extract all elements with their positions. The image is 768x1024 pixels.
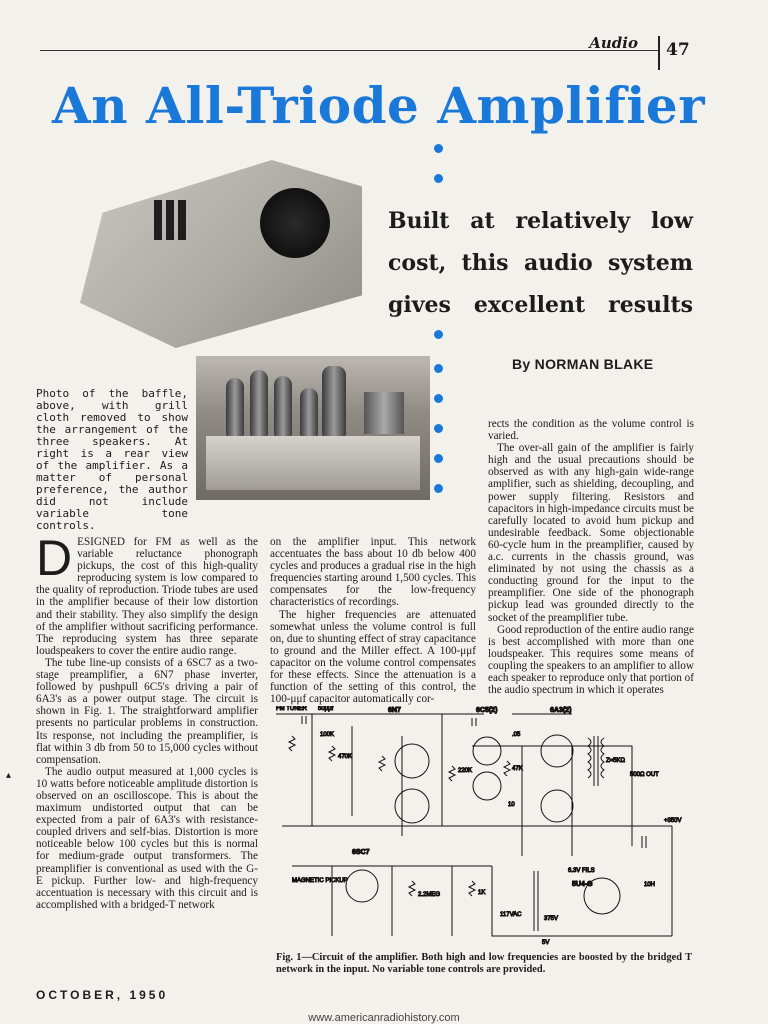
article-column-3	[488, 418, 694, 696]
article-column-1	[36, 530, 258, 911]
bullet-dot	[434, 330, 443, 339]
tube	[226, 378, 244, 436]
deck-line: gives excellent results	[388, 292, 693, 318]
schem-label-6sc7: 6SC7	[352, 849, 370, 856]
paragraph: rects the condition as the volume control is varied.	[488, 418, 694, 443]
tweeter-slot	[166, 200, 174, 240]
article-column-2	[270, 536, 476, 705]
header-rule	[40, 50, 660, 51]
circuit-schematic	[272, 706, 692, 952]
paragraph: The audio output measured at 1,000 cycles is 10 watts before noticeable amplitude distortion is observed on an oscilloscope. This is about the maximum undistorted output that can be expected from a pair of 6A3's with resistance-coupled drivers and self-bias. Distortion is more noticeable below 100 cycles but this is normal for medium-grade output transformers. The preamplifier is conventional as used with the G-E pickup. Further low- and high-frequency accentuation is necessary with this circuit and is accomplished with a bridged-T network	[36, 765, 258, 911]
amplifier-photo	[196, 356, 430, 500]
schem-label-z: Z=5KΩ	[606, 758, 625, 764]
article-title: An All-Triode Amplifier	[52, 76, 706, 135]
schem-label-fils: 6.3V FILS	[568, 868, 595, 874]
schem-label-ac: 117VAC	[500, 912, 522, 918]
source-url[interactable]: www.americanradiohistory.com	[308, 1012, 460, 1024]
woofer-opening	[260, 188, 330, 258]
tube	[250, 370, 268, 436]
paragraph: on the amplifier input. This network accentuates the bass about 10 db below 400 cycles and produces a gradual rise in the high frequencies starting around 1,500 cycles. This compensates for the low-frequency characteristics of recordings.	[270, 536, 476, 609]
schem-label-r: 220K	[458, 768, 473, 774]
schem-label-c: 10	[508, 802, 515, 808]
tube	[322, 366, 346, 436]
schem-label-pickup: MAGNETIC PICKUP	[292, 878, 348, 884]
schem-label-hv: 375V	[544, 916, 559, 922]
schem-label-5u4g: 5U4-G	[572, 881, 593, 888]
paragraph: The tube line-up consists of a 6SC7 as a two-stage preamplifier, a 6N7 phase inverter, followed by pushpull 6C5's driving a pair of 6A3's as a power output stage. The circuit is shown in Fig. 1. The straightforward amplifier presents no particular problems in construction. Its response, not including the preamplifier, is flat within 3 db from 50 to 15,000 cycles without compensation.	[36, 656, 258, 766]
schem-label-cap: 50μμf	[318, 706, 334, 712]
tube	[274, 376, 292, 436]
schem-label-6a3: 6A3(2)	[550, 707, 572, 714]
bullet-dot	[434, 364, 443, 373]
article-deck	[388, 200, 693, 326]
page-number: 47	[666, 40, 690, 60]
paragraph: The higher frequencies are attenuated somewhat unless the volume control is full on, due to shunting effect of stray capacitance to ground and the Miller effect. A 100-μμf capacitor on the volume control compensates for these effects. Since the attenuation is a function of the setting of this control, the 100-μμf capacitor automatically cor-	[270, 608, 476, 706]
byline: By NORMAN BLAKE	[512, 356, 654, 372]
schem-label-bplus: +350V	[664, 818, 682, 824]
schem-label-c: .05	[512, 732, 521, 738]
drop-cap: D	[36, 530, 73, 586]
tweeter-slot	[178, 200, 186, 240]
paragraph: Good reproduction of the entire audio range is best accomplished with more than one loudspeaker. This requires some means of coupling the speakers to an amplifier to allow each speaker to reproduce only that portion of the audio spectrum in which it operates	[488, 623, 694, 697]
bullet-dot	[434, 174, 443, 183]
schem-label-6c5: 6C5(2)	[476, 707, 498, 714]
schem-label-r: 47K	[512, 766, 523, 772]
deck-line: Built at relatively low	[388, 208, 693, 234]
margin-mark: ▴	[6, 770, 12, 781]
transformer	[364, 392, 404, 434]
schem-label-r: 100K	[320, 732, 335, 738]
schem-label-5v: 5V	[542, 940, 550, 946]
schem-label-r: 2.2MEG	[418, 892, 441, 898]
section-name: Audio	[589, 34, 638, 52]
baffle-photo	[80, 160, 362, 348]
bullet-dot	[434, 454, 443, 463]
issue-date: OCTOBER, 1950	[36, 988, 169, 1002]
tweeter-slot	[154, 200, 162, 240]
chassis	[206, 436, 420, 490]
bullet-dot	[434, 394, 443, 403]
bullet-dot	[434, 424, 443, 433]
header-divider	[658, 36, 660, 70]
paragraph-lead	[36, 530, 258, 657]
schem-label-choke: 10H	[644, 882, 656, 888]
paragraph: The over-all gain of the amplifier is fairly high and the usual precautions should be observed as with any high-gain wide-range amplifier, such as shielding, decoupling, and power supply filtering. Resistors and capacitors in high-impedance circuits must be carefully located to avoid hum pickup and undesirable feedback. Some objectionable 60-cycle hum in the preamplifier, caused by a.c. currents in the chassis ground, was eliminated by not using the chassis as a conducting ground for the input to the preamplifier. One side of the phonograph pickup lead was grounded directly to the socket of the preamplifier tube.	[488, 442, 694, 624]
bullet-dot	[434, 144, 443, 153]
lead-text: ESIGNED for FM as well as the variable reluctance phonograph pickups, the cost of this high-quality reproducing system is low compared to the quality of reproduction. Triode tubes are used in the amplifier because of their low distortion and their stability. They also simplify the design of the amplifier without sacrificing performance. The reproducing system has three separate loudspeakers to cover the entire audio range.	[36, 536, 258, 657]
schem-label-fm-tuner: FM TUNER	[276, 706, 307, 712]
tube	[300, 388, 318, 436]
photo-caption: Photo of the baffle, above, with grill cloth removed to show the arrangement of the three speakers. At right is a rear view of the amplifier. As a matter of personal preference, the author did not include variable tone controls.	[36, 387, 188, 532]
deck-line: cost, this audio system	[388, 250, 693, 276]
schem-label-6n7: 6N7	[388, 707, 401, 714]
schem-label-r: 1K	[478, 890, 486, 896]
schem-label-out: 500Ω OUT	[630, 772, 659, 778]
figure-caption: Fig. 1—Circuit of the amplifier. Both high and low frequencies are boosted by the bridged T network in the input. No variable tone controls are provided.	[276, 952, 692, 975]
schem-label-r: 470K	[338, 754, 353, 760]
bullet-dot	[434, 484, 443, 493]
